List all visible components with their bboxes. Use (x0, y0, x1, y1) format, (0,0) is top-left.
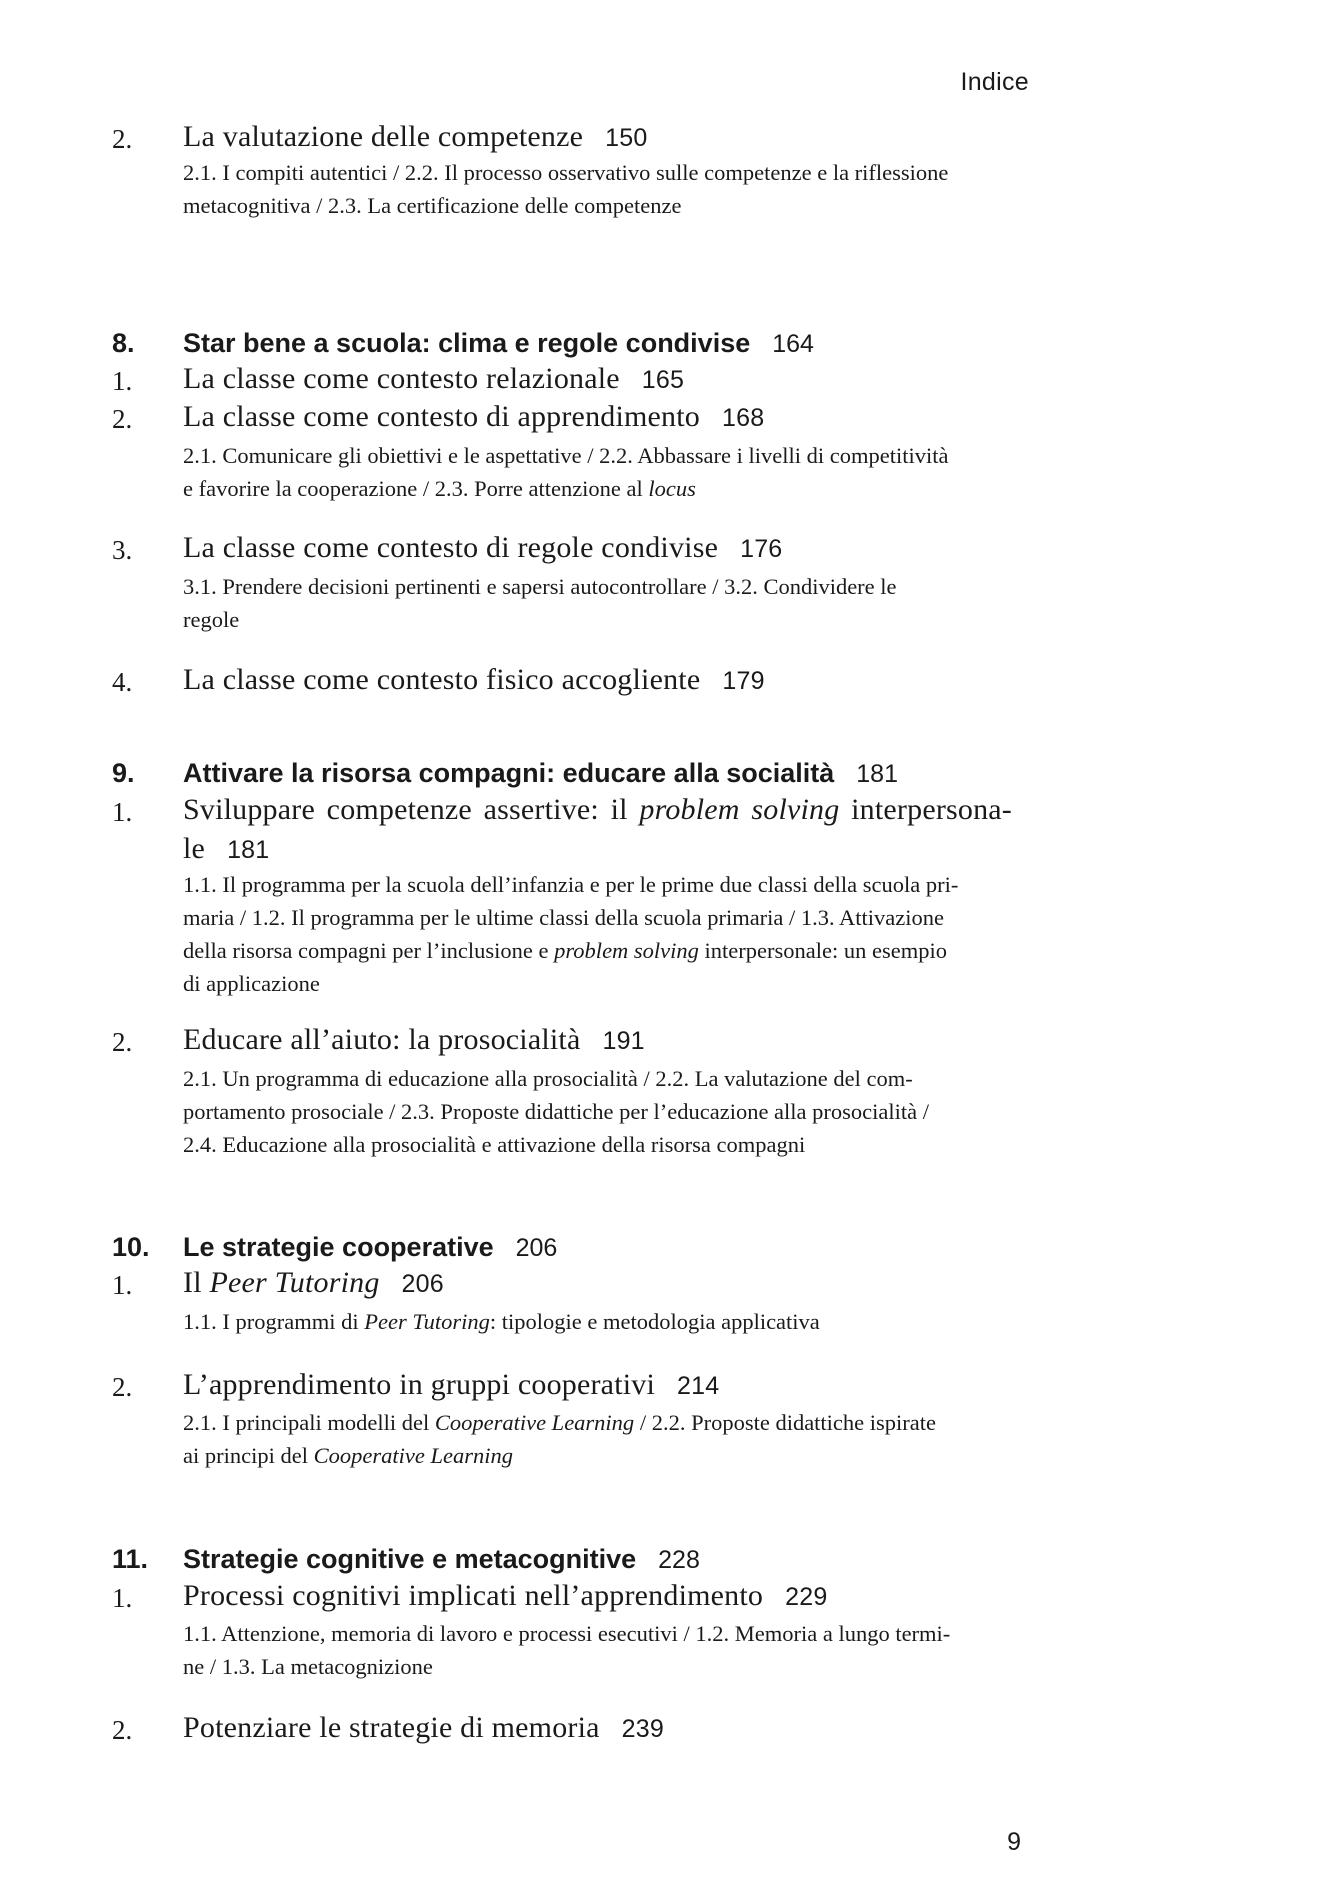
section-number: 2. (112, 404, 133, 434)
section-number: 2. (112, 1715, 133, 1745)
page-ref: 164 (772, 330, 814, 358)
chapter-title: Strategie cognitive e metacognitive 228 (183, 1544, 700, 1574)
subsection-list: 1.1. Il programma per la scuola dell’infanzia e per le prime due classi della scuola pri- maria / 1.2. Il programma per le ultime classi della scuola primaria / 1.3. Attivazione della risorsa compagni per l’inclusione e problem solving interpersonale: un esempio di applicazione (183, 872, 959, 996)
section-number: 1. (112, 1270, 133, 1300)
section-number: 2. (112, 1372, 133, 1402)
chapter-title: Le strategie cooperative 206 (183, 1232, 558, 1262)
page-ref: 179 (722, 667, 765, 695)
page-ref: 214 (677, 1372, 720, 1400)
section-title-continued: le 181 (183, 832, 270, 865)
section-title: L’apprendimento in gruppi cooperativi 214 (183, 1368, 720, 1401)
section-title: La classe come contesto fisico accogliente 179 (183, 663, 765, 696)
section-number: 4. (112, 667, 133, 697)
section-title: La classe come contesto di regole condivise 176 (183, 531, 783, 564)
subsection-list: 2.1. I compiti autentici / 2.2. Il processo osservativo sulle competenze e la riflessione metacognitiva / 2.3. La certificazione delle competenze (183, 160, 949, 218)
running-header: Indice (960, 68, 1029, 96)
page-ref: 168 (722, 404, 765, 432)
page-ref: 206 (401, 1270, 444, 1298)
section-number: 1. (112, 366, 133, 396)
section-title: Educare all’aiuto: la prosocialità 191 (183, 1023, 645, 1056)
page-ref: 229 (785, 1583, 828, 1611)
section-number: 2. (112, 1027, 133, 1057)
chapter-title: Star bene a scuola: clima e regole condivise 164 (183, 328, 814, 358)
section-number: 3. (112, 535, 133, 565)
page-ref: 181 (227, 836, 270, 864)
section-title: Potenziare le strategie di memoria 239 (183, 1711, 664, 1744)
page-ref: 176 (740, 535, 783, 563)
subsection-list: 2.1. Un programma di educazione alla prosocialità / 2.2. La valutazione del com- portamento prosociale / 2.3. Proposte didattiche per l’educazione alla prosocialità / 2.4. Educazione alla prosocialità e attivazione della risorsa compagni (183, 1066, 929, 1157)
section-title: Sviluppare competenze assertive: il problem solving interpersona- (183, 793, 1012, 826)
page-ref: 228 (658, 1546, 700, 1574)
page-ref: 206 (515, 1234, 558, 1262)
page-ref: 181 (856, 760, 898, 788)
section-title: Processi cognitivi implicati nell’apprendimento 229 (183, 1579, 828, 1612)
subsection-list: 3.1. Prendere decisioni pertinenti e sapersi autocontrollare / 3.2. Condividere le regole (183, 574, 897, 632)
section-title: La valutazione delle competenze 150 (183, 120, 648, 153)
chapter-title: Attivare la risorsa compagni: educare alla socialità 181 (183, 758, 898, 788)
chapter-number: 8. (112, 328, 135, 358)
section-title: La classe come contesto relazionale 165 (183, 362, 685, 395)
page-ref: 150 (605, 124, 648, 152)
page-ref: 191 (602, 1027, 645, 1055)
subsection-list: 2.1. I principali modelli del Cooperative Learning / 2.2. Proposte didattiche ispirate ai principi del Cooperative Learning (183, 1410, 937, 1468)
section-title: La classe come contesto di apprendimento 168 (183, 400, 765, 433)
section-number: 1. (112, 1583, 133, 1613)
chapter-number: 9. (112, 758, 135, 788)
section-title: Il Peer Tutoring 206 (183, 1266, 444, 1299)
section-number: 2. (112, 124, 133, 154)
section-number: 1. (112, 797, 133, 827)
page-number: 9 (1007, 1828, 1021, 1856)
page-ref: 165 (641, 366, 685, 394)
subsection-list: 2.1. Comunicare gli obiettivi e le aspettative / 2.2. Abbassare i livelli di competitività e favorire la cooperazione / 2.3. Porre attenzione al locus (183, 443, 949, 501)
chapter-number: 10. (112, 1232, 150, 1262)
subsection-list: 1.1. I programmi di Peer Tutoring: tipologie e metodologia applicativa (183, 1309, 820, 1334)
subsection-list: 1.1. Attenzione, memoria di lavoro e processi esecutivi / 1.2. Memoria a lungo termi- ne / 1.3. La metacognizione (183, 1621, 951, 1679)
page-ref: 239 (621, 1715, 664, 1743)
chapter-number: 11. (112, 1544, 149, 1574)
